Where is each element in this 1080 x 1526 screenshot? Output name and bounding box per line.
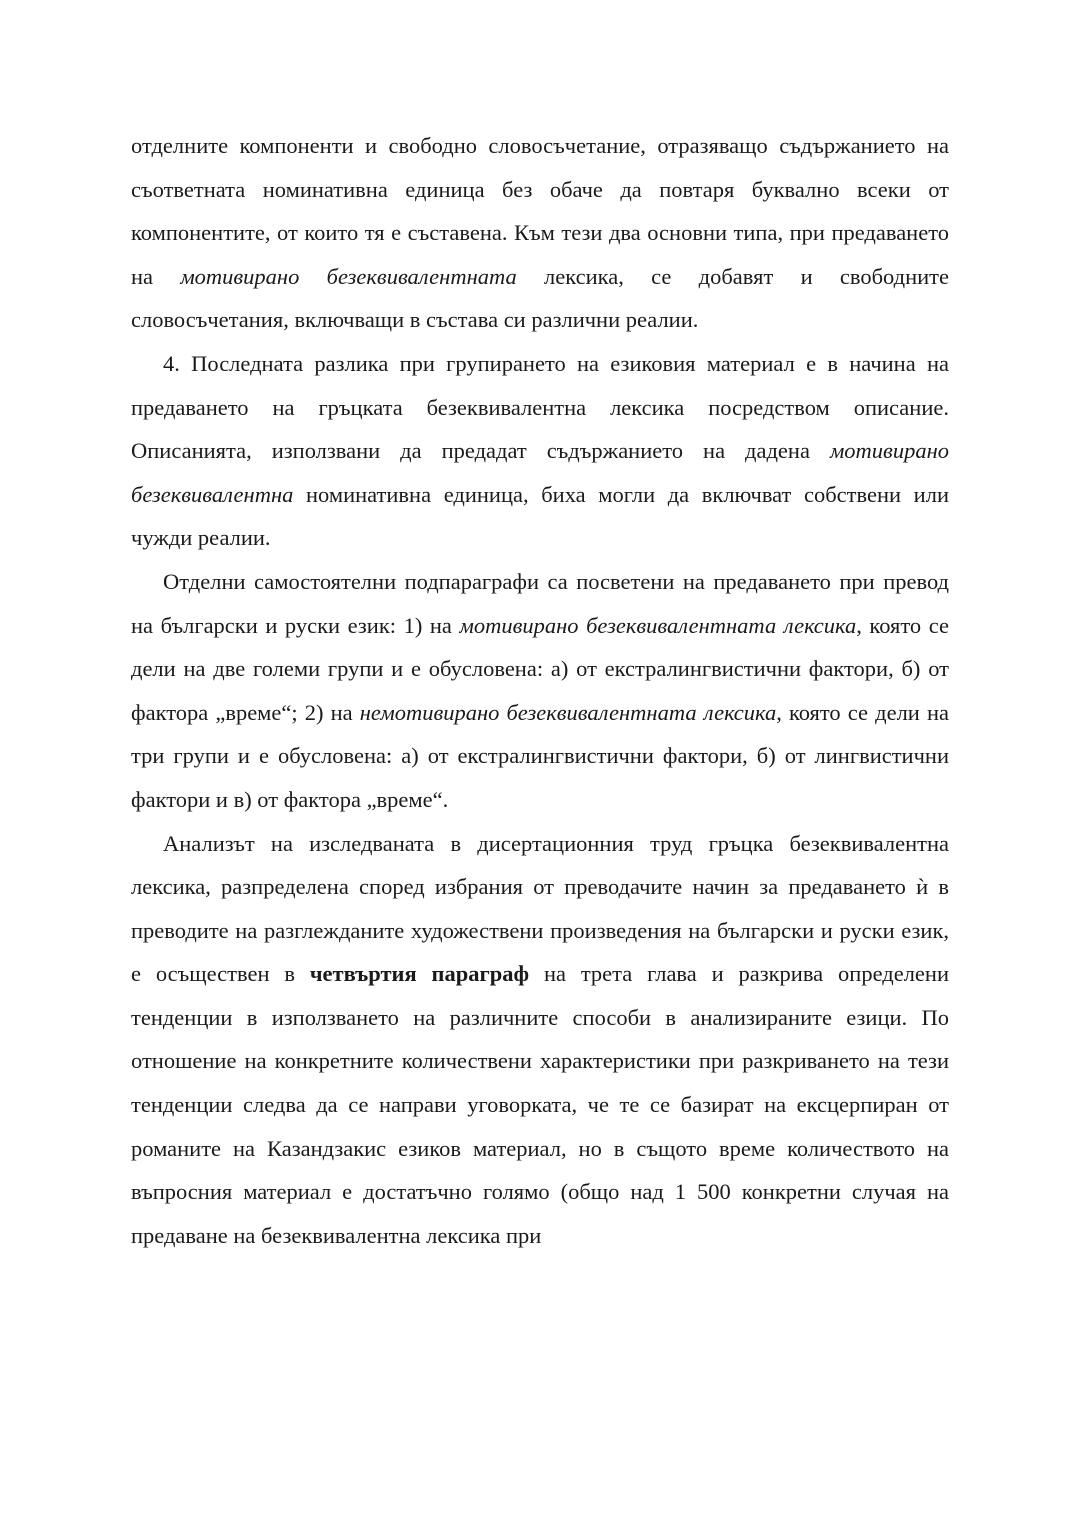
paragraph-1-text-a: отделните компоненти и свободно словосъчетание, отразяващо съдържанието на съответната номинативна единица без обаче да повтаря буквално всеки от компонентите, от които тя е съставена. Към тези два основни типа, при предаването на xyxy=(131,133,949,289)
paragraph-4-text-a: Анализът на изследваната в дисертационния труд гръцка безеквивалентна лексика, разпределена според избрания от преводачите начин за предаването ѝ в преводите на разглежданите художествени произведения на български и руски език, е осъществен в xyxy=(131,830,949,987)
paragraph-4-text-b: на трета глава и разкрива определени тенденции в използването на различните способи в анализираните езици. По отношение на конкретните количествени характеристики при разкриването на тези тенденции следва да се направи уговорката, че те се базират на ексцерпиран от романите на Казандзакис езиков материал, но в същото време количеството на въпросния материал е достатъчно голямо (общо над 1 500 конкретни случая на предаване на безеквивалентна лексика при xyxy=(131,961,949,1248)
paragraph-2-text-b: номинативна единица, биха могли да включват собствени или чужди реалии. xyxy=(131,481,949,551)
paragraph-2 xyxy=(131,342,949,560)
paragraph-3-text-a: Отделни самостоятелни подпараграфи са посветени на предаването при превод на български и руски език: 1) на xyxy=(131,568,949,638)
paragraph-1-italic-term: мотивирано безеквивалентната xyxy=(180,263,517,289)
paragraph-3 xyxy=(131,560,949,822)
paragraph-4-bold-term: четвъртия параграф xyxy=(309,961,530,987)
paragraph-4 xyxy=(131,822,949,1258)
paragraph-1 xyxy=(131,124,949,342)
paragraph-2-text-a: 4. Последната разлика при групирането на езиковия материал е в начина на предаването на гръцката безеквивалентна лексика посредством описание. Описанията, използвани да предадат съдържанието на дадена xyxy=(131,350,949,464)
paragraph-3-text-c: , която се дели на три групи и е обусловена: а) от екстралингвистични фактори, б) от лингвистични фактори и в) от фактора „време“. xyxy=(131,699,949,812)
paragraph-3-italic-term-2: немотивирано безеквивалентната лексика xyxy=(359,699,777,725)
paragraph-1-text-b: лексика, се добавят и свободните словосъчетания, включващи в състава си различни реалии. xyxy=(131,263,950,333)
paragraph-3-text-b: , която се дели на две големи групи и е обусловена: а) от екстралингвистични фактори, б) от фактора „време“; 2) на xyxy=(131,612,949,725)
paragraph-3-italic-term-1: мотивирано безеквивалентната лексика xyxy=(459,612,857,638)
paragraph-2-italic-term: мотивирано безеквивалентна xyxy=(131,438,949,507)
document-page xyxy=(131,124,949,1257)
